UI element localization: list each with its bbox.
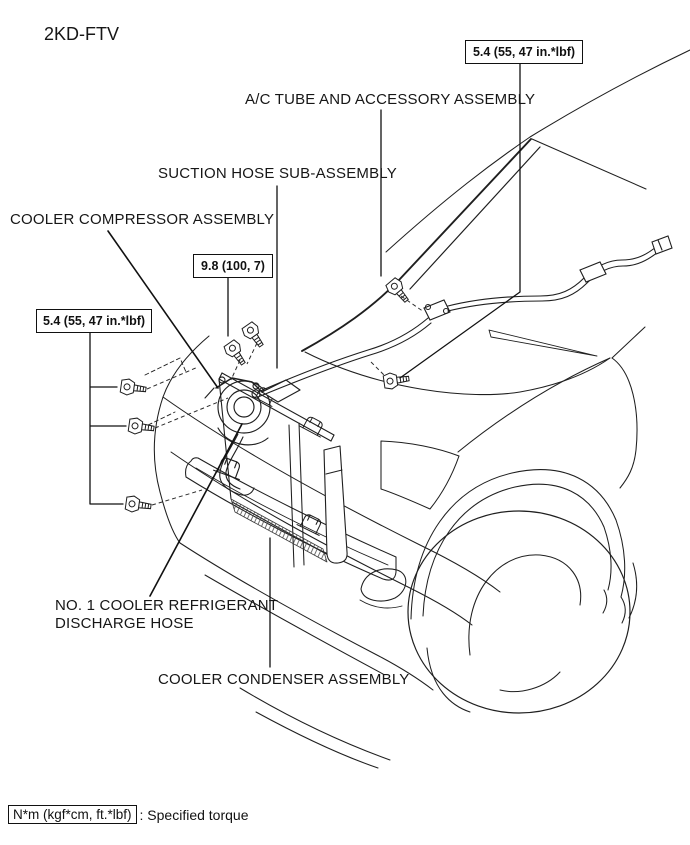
torque-spec-box-left: 5.4 (55, 47 in.*lbf) bbox=[36, 309, 152, 333]
label-leader-lines bbox=[90, 62, 520, 667]
clamp-icon bbox=[297, 512, 325, 536]
label-line-1: NO. 1 COOLER REFRIGERANT bbox=[55, 597, 279, 614]
torque-unit-box: N*m (kgf*cm, ft.*lbf) bbox=[8, 805, 137, 824]
torque-legend-description: : Specified torque bbox=[139, 806, 249, 823]
bolt-icon bbox=[240, 321, 267, 351]
ac-tube-and-accessory-assembly bbox=[448, 236, 672, 311]
clamp-icon bbox=[300, 414, 327, 437]
label-suction-hose-sub-assembly: SUCTION HOSE SUB-ASSEMBLY bbox=[158, 165, 397, 182]
torque-spec-box-middle: 9.8 (100, 7) bbox=[193, 254, 273, 278]
label-no1-cooler-refrigerant-discharge-hose bbox=[55, 597, 278, 633]
bolt-icon bbox=[128, 417, 155, 436]
cooler-condenser-assembly bbox=[219, 373, 347, 563]
torque-spec-box-top: 5.4 (55, 47 in.*lbf) bbox=[465, 40, 583, 64]
bolt-icon bbox=[125, 495, 152, 514]
label-cooler-condenser-assembly: COOLER CONDENSER ASSEMBLY bbox=[158, 671, 410, 688]
bolt-icon bbox=[222, 339, 249, 369]
front-wheel bbox=[408, 511, 630, 713]
torque-legend bbox=[8, 805, 248, 824]
label-line-2: DISCHARGE HOSE bbox=[55, 615, 194, 632]
bolt-icon bbox=[120, 378, 147, 397]
label-ac-tube-and-accessory-assembly: A/C TUBE AND ACCESSORY ASSEMBLY bbox=[245, 91, 536, 108]
page-title: 2KD-FTV bbox=[44, 24, 120, 44]
label-cooler-compressor-assembly: COOLER COMPRESSOR ASSEMBLY bbox=[10, 211, 275, 228]
vehicle-body-outline bbox=[142, 50, 690, 768]
